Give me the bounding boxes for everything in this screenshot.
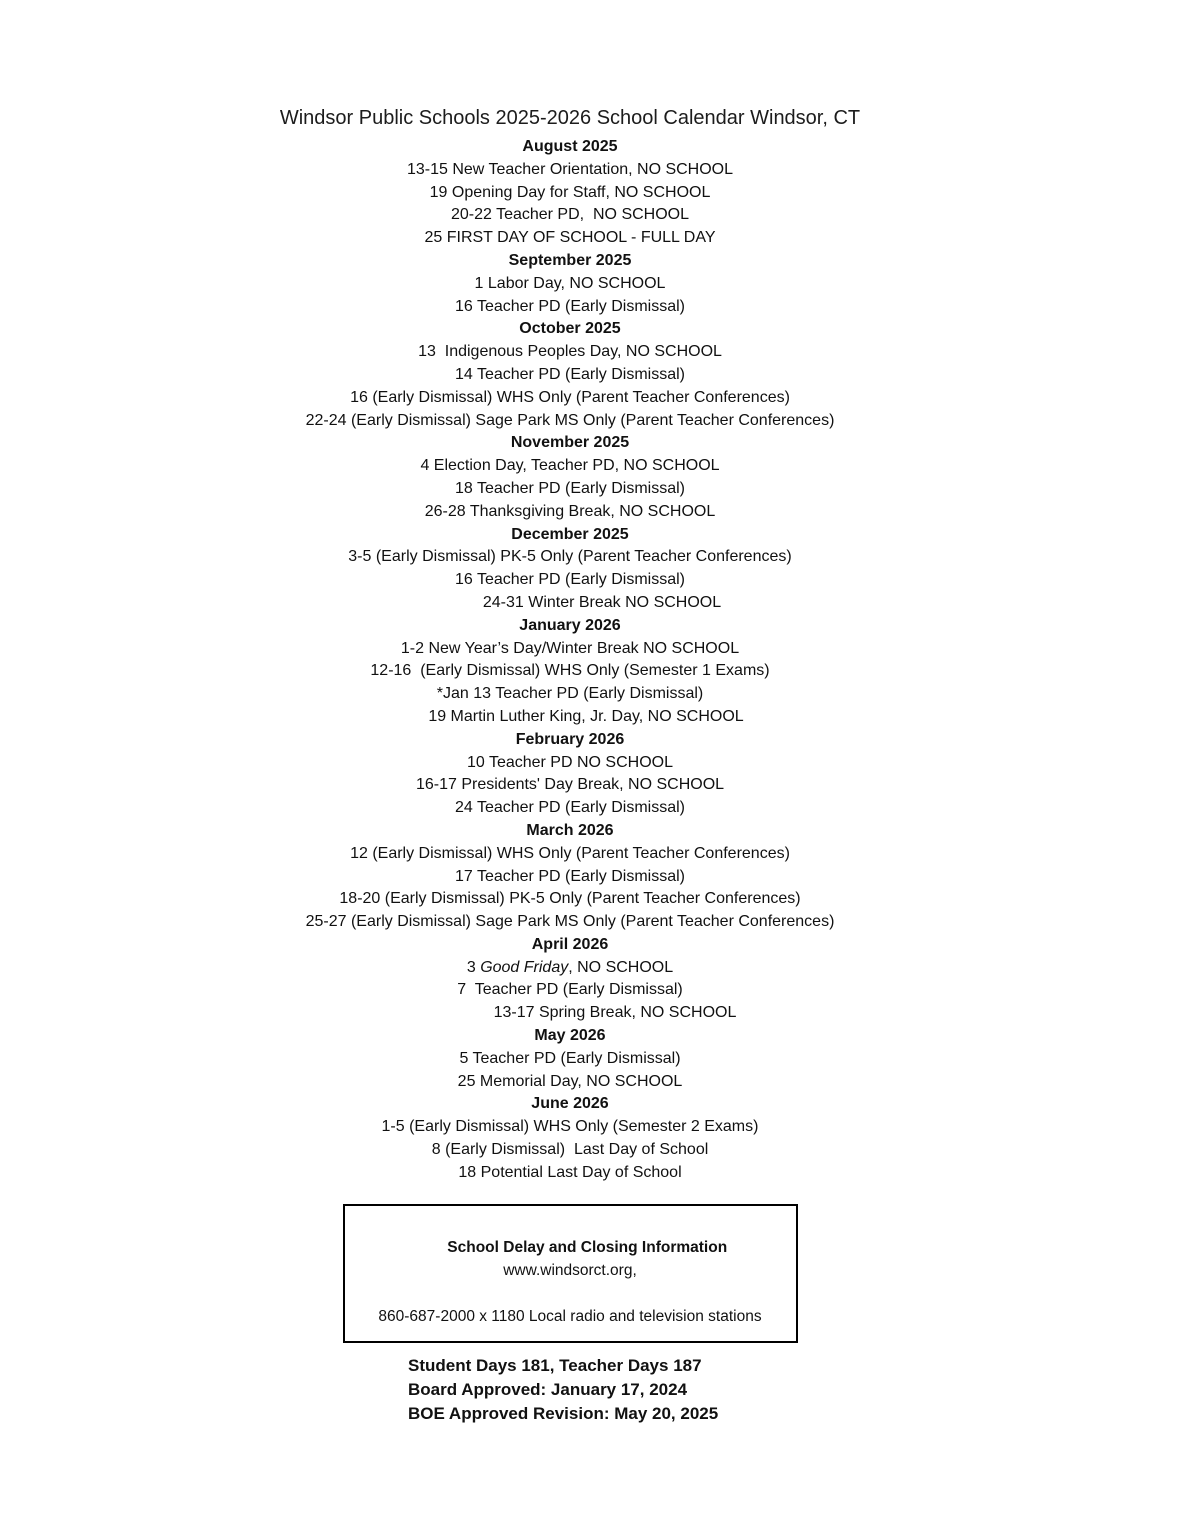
month-header: August 2025 bbox=[522, 138, 618, 155]
calendar-event: 16 (Early Dismissal) WHS Only (Parent Teacher Conferences) bbox=[350, 388, 790, 406]
calendar-event: 17 Teacher PD (Early Dismissal) bbox=[455, 867, 685, 885]
info-box-line-1 bbox=[345, 1213, 796, 1305]
calendar-event: 13-17 Spring Break, NO SCHOOL bbox=[493, 1004, 737, 1022]
page-title: Windsor Public Schools 2025-2026 School Calendar Windsor, CT bbox=[279, 107, 861, 129]
calendar-event: 16 Teacher PD (Early Dismissal) bbox=[455, 571, 685, 589]
info-box-line-2: 860-687-2000 x 1180 Local radio and television stations bbox=[378, 1307, 762, 1325]
info-box-website: www.windsorct.org, bbox=[503, 1238, 732, 1279]
calendar-event: 5 Teacher PD (Early Dismissal) bbox=[459, 1049, 681, 1067]
footer-student-days: Student Days 181, Teacher Days 187 bbox=[408, 1355, 702, 1375]
info-box-bold-label: School Delay and Closing Information bbox=[447, 1238, 728, 1256]
calendar-event: 13 Indigenous Peoples Day, NO SCHOOL bbox=[418, 343, 722, 361]
calendar-event: 7 Teacher PD (Early Dismissal) bbox=[457, 981, 683, 999]
calendar-event: 8 (Early Dismissal) Last Day of School bbox=[431, 1141, 709, 1159]
calendar-event: 12 (Early Dismissal) WHS Only (Parent Teacher Conferences) bbox=[350, 844, 790, 862]
calendar-event: 25 FIRST DAY OF SCHOOL - FULL DAY bbox=[424, 229, 716, 247]
month-header: October 2025 bbox=[519, 320, 621, 338]
calendar-event: 16-17 Presidents' Day Break, NO SCHOOL bbox=[415, 776, 725, 794]
month-header: March 2026 bbox=[526, 821, 614, 839]
calendar-event: 1-2 New Year’s Day/Winter Break NO SCHOOL bbox=[400, 639, 740, 657]
calendar-event: 14 Teacher PD (Early Dismissal) bbox=[455, 365, 685, 383]
month-header: April 2026 bbox=[531, 935, 609, 953]
calendar-event: 16 Teacher PD (Early Dismissal) bbox=[455, 297, 685, 315]
calendar-event: 3-5 (Early Dismissal) PK-5 Only (Parent Teacher Conferences) bbox=[348, 548, 792, 566]
calendar-event: 1-5 (Early Dismissal) WHS Only (Semester 2 Exams) bbox=[381, 1118, 759, 1136]
calendar-event: 3 Good Friday, NO SCHOOL bbox=[466, 958, 674, 976]
month-header: June 2026 bbox=[531, 1095, 609, 1113]
italic-event-text: Good Friday bbox=[480, 958, 569, 976]
footer-block bbox=[0, 1354, 1140, 1426]
calendar-event: 13-15 New Teacher Orientation, NO SCHOOL bbox=[406, 160, 734, 178]
footer-boe-revision: BOE Approved Revision: May 20, 2025 bbox=[408, 1403, 719, 1423]
month-header: November 2025 bbox=[510, 434, 630, 452]
calendar-event: 1 Labor Day, NO SCHOOL bbox=[474, 274, 666, 292]
calendar-event: 24-31 Winter Break NO SCHOOL bbox=[482, 593, 722, 611]
calendar-event: 18 Potential Last Day of School bbox=[458, 1163, 682, 1181]
month-header: December 2025 bbox=[511, 525, 629, 543]
calendar-list bbox=[0, 136, 1140, 1185]
calendar-event: 25 Memorial Day, NO SCHOOL bbox=[457, 1072, 683, 1090]
calendar-event: 10 Teacher PD NO SCHOOL bbox=[466, 753, 673, 771]
calendar-event: 26-28 Thanksgiving Break, NO SCHOOL bbox=[424, 502, 716, 520]
calendar-event: 12-16 (Early Dismissal) WHS Only (Semester 1 Exams) bbox=[370, 662, 770, 680]
month-header: February 2026 bbox=[515, 730, 625, 748]
calendar-event: 24 Teacher PD (Early Dismissal) bbox=[455, 799, 685, 817]
calendar-event: 18-20 (Early Dismissal) PK-5 Only (Parent Teacher Conferences) bbox=[339, 890, 801, 908]
calendar-event: 19 Martin Luther King, Jr. Day, NO SCHOOL bbox=[428, 707, 744, 725]
calendar-event: 25-27 (Early Dismissal) Sage Park MS Only (Parent Teacher Conferences) bbox=[305, 913, 835, 931]
calendar-event: *Jan 13 Teacher PD (Early Dismissal) bbox=[436, 685, 704, 703]
calendar-event: 4 Election Day, Teacher PD, NO SCHOOL bbox=[420, 457, 720, 475]
calendar-event: 22-24 (Early Dismissal) Sage Park MS Only (Parent Teacher Conferences) bbox=[305, 411, 835, 429]
calendar-event: 19 Opening Day for Staff, NO SCHOOL bbox=[429, 183, 711, 201]
school-delay-info-box bbox=[343, 1204, 798, 1343]
calendar-event: 20-22 Teacher PD, NO SCHOOL bbox=[450, 206, 690, 224]
footer-board-approved: Board Approved: January 17, 2024 bbox=[408, 1379, 688, 1399]
month-header: January 2026 bbox=[519, 616, 621, 634]
month-header: May 2026 bbox=[534, 1027, 606, 1045]
month-header: September 2025 bbox=[508, 251, 632, 269]
calendar-event: 18 Teacher PD (Early Dismissal) bbox=[455, 479, 685, 497]
